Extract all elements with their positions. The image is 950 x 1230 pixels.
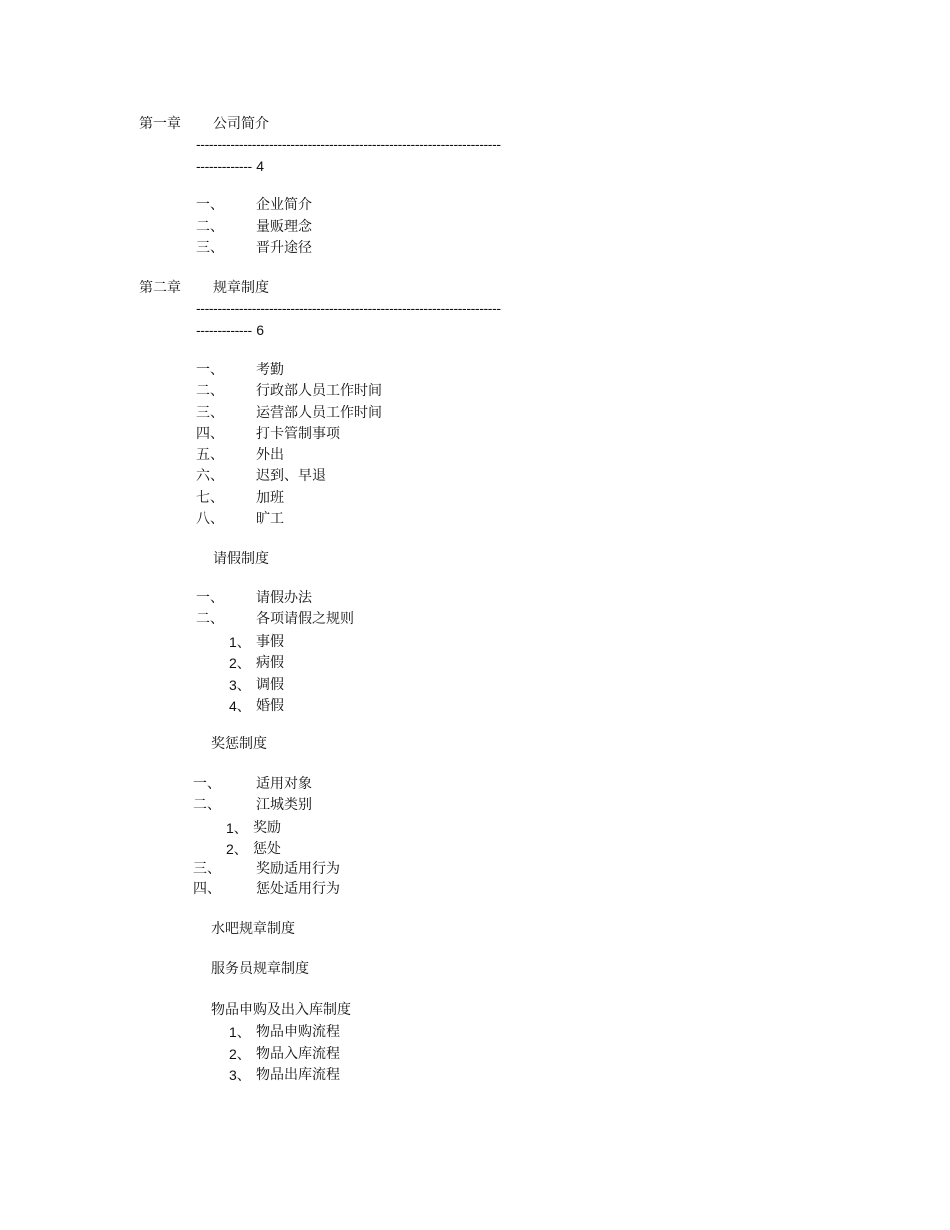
chapter-1-leader-cont [196, 157, 264, 177]
chapter-2-leader-cont [196, 321, 264, 341]
page-number: 6 [256, 322, 265, 338]
sub-item-text: 调假 [256, 677, 284, 693]
toc-item-num: 一、 [196, 362, 224, 378]
toc-item-num: 二、 [193, 797, 221, 813]
toc-item-text: 加班 [256, 490, 284, 506]
chapter-2-leader: ----------------------------------------------------------------------- [196, 302, 501, 317]
toc-item-text: 请假办法 [256, 590, 312, 606]
section-title: 服务员规章制度 [211, 961, 309, 977]
toc-item-num: 一、 [193, 776, 221, 792]
toc-item-text: 江城类别 [256, 797, 312, 813]
toc-item-num: 一、 [196, 197, 224, 213]
chapter-2-label: 第二章 [139, 280, 181, 296]
sub-item-num: 2、 [229, 1046, 251, 1062]
leader-dots: ------------- [196, 160, 252, 175]
toc-item-text: 量贩理念 [256, 219, 312, 235]
section-title: 水吧规章制度 [211, 921, 295, 937]
toc-item-text: 外出 [256, 447, 284, 463]
toc-item-num: 四、 [196, 426, 224, 442]
sub-item-text: 婚假 [256, 698, 284, 714]
toc-item-text: 惩处适用行为 [256, 881, 340, 897]
sub-item-num: 1、 [226, 820, 248, 836]
toc-item-num: 三、 [196, 405, 224, 421]
toc-item-num: 二、 [196, 383, 224, 399]
toc-item-text: 行政部人员工作时间 [256, 383, 382, 399]
toc-item-num: 四、 [193, 881, 221, 897]
sub-item-text: 物品申购流程 [256, 1024, 340, 1040]
sub-item-num: 2、 [226, 841, 248, 857]
toc-item-num: 一、 [196, 590, 224, 606]
toc-item-text: 适用对象 [256, 776, 312, 792]
toc-item-text: 奖励适用行为 [256, 861, 340, 877]
toc-item-text: 运营部人员工作时间 [256, 405, 382, 421]
toc-item-num: 二、 [196, 219, 224, 235]
toc-item-num: 六、 [196, 468, 224, 484]
sub-item-num: 1、 [229, 1024, 251, 1040]
sub-item-text: 惩处 [253, 841, 281, 857]
sub-item-text: 病假 [256, 655, 284, 671]
toc-item-text: 旷工 [256, 511, 284, 527]
toc-item-text: 打卡管制事项 [256, 426, 340, 442]
sub-item-num: 4、 [229, 698, 251, 714]
toc-item-text: 各项请假之规则 [256, 611, 354, 627]
section-title: 奖惩制度 [211, 736, 267, 752]
sub-item-num: 3、 [229, 677, 251, 693]
sub-item-num: 3、 [229, 1067, 251, 1083]
toc-item-text: 迟到、早退 [256, 468, 326, 484]
sub-item-text: 奖励 [253, 820, 281, 836]
toc-item-num: 七、 [196, 490, 224, 506]
leader-dots: ------------- [196, 324, 252, 339]
toc-item-num: 八、 [196, 511, 224, 527]
toc-item-num: 三、 [196, 240, 224, 256]
page-number: 4 [256, 158, 265, 174]
toc-item-num: 五、 [196, 447, 224, 463]
toc-item-text: 晋升途径 [256, 240, 312, 256]
toc-item-num: 二、 [196, 611, 224, 627]
toc-item-text: 企业简介 [256, 197, 312, 213]
chapter-2-title: 规章制度 [213, 280, 269, 296]
section-title: 物品申购及出入库制度 [211, 1002, 351, 1018]
sub-item-text: 物品入库流程 [256, 1046, 340, 1062]
sub-item-text: 物品出库流程 [256, 1067, 340, 1083]
chapter-1-label: 第一章 [139, 116, 181, 132]
toc-item-text: 考勤 [256, 362, 284, 378]
sub-item-num: 2、 [229, 655, 251, 671]
sub-item-num: 1、 [229, 634, 251, 650]
section-title: 请假制度 [213, 551, 269, 567]
chapter-1-title: 公司简介 [213, 116, 269, 132]
sub-item-text: 事假 [256, 634, 284, 650]
chapter-1-leader: ----------------------------------------------------------------------- [196, 138, 501, 153]
toc-item-num: 三、 [193, 861, 221, 877]
